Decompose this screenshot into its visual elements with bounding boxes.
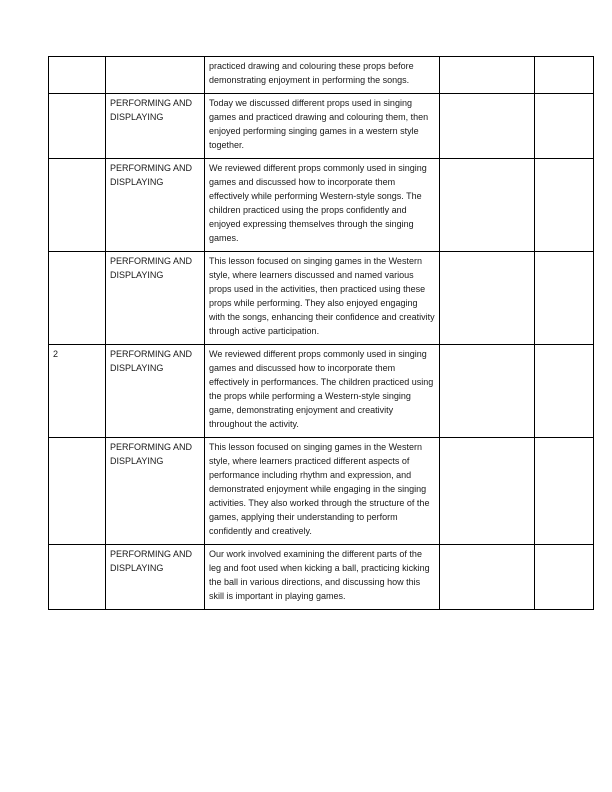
empty-cell: [535, 438, 594, 545]
empty-cell: [440, 252, 535, 345]
summary-cell: We reviewed different props commonly used in singing games and discussed how to incorporate them effectively in performances. The children practiced using the props while performing a Western-style singing game, demonstrating enjoyment and creativity throughout the activity.: [205, 345, 440, 438]
topic-cell: [106, 57, 205, 94]
summary-cell: We reviewed different props commonly used in singing games and discussed how to incorporate them effectively while performing Western-style songs. The children practiced using the props confidently and enjoyed expressing themselves through the singing games.: [205, 159, 440, 252]
table-row: [49, 345, 594, 438]
week-cell: [49, 545, 106, 610]
empty-cell: [440, 159, 535, 252]
lesson-table: [48, 56, 594, 610]
topic-cell: PERFORMING AND DISPLAYING: [106, 438, 205, 545]
week-cell: [49, 438, 106, 545]
week-cell: 2: [49, 345, 106, 438]
topic-cell: PERFORMING AND DISPLAYING: [106, 159, 205, 252]
week-cell: [49, 252, 106, 345]
empty-cell: [440, 94, 535, 159]
empty-cell: [535, 545, 594, 610]
summary-cell: Today we discussed different props used in singing games and practiced drawing and colouring them, then enjoyed performing singing games in a western style together.: [205, 94, 440, 159]
empty-cell: [535, 94, 594, 159]
table-row: [49, 159, 594, 252]
summary-cell: practiced drawing and colouring these props before demonstrating enjoyment in performing the songs.: [205, 57, 440, 94]
table-row: [49, 438, 594, 545]
table-row: [49, 252, 594, 345]
summary-cell: This lesson focused on singing games in the Western style, where learners practiced different aspects of performance including rhythm and expression, and demonstrated enjoyment while engaging in the singing activities. They also worked through the structure of the games, applying their understanding to perform confidently and creatively.: [205, 438, 440, 545]
summary-cell: Our work involved examining the different parts of the leg and foot used when kicking a ball, practicing kicking the ball in various directions, and discussing how this skill is important in playing games.: [205, 545, 440, 610]
empty-cell: [535, 57, 594, 94]
empty-cell: [440, 345, 535, 438]
summary-cell: This lesson focused on singing games in the Western style, where learners discussed and named various props used in the activities, then practiced using these props while performing. They also enjoyed engaging with the songs, enhancing their confidence and creativity through active participation.: [205, 252, 440, 345]
week-cell: [49, 57, 106, 94]
topic-cell: PERFORMING AND DISPLAYING: [106, 252, 205, 345]
empty-cell: [535, 345, 594, 438]
topic-cell: PERFORMING AND DISPLAYING: [106, 545, 205, 610]
table-row: [49, 545, 594, 610]
empty-cell: [535, 252, 594, 345]
table-row: [49, 57, 594, 94]
table-row: [49, 94, 594, 159]
empty-cell: [535, 159, 594, 252]
week-cell: [49, 94, 106, 159]
empty-cell: [440, 545, 535, 610]
topic-cell: PERFORMING AND DISPLAYING: [106, 94, 205, 159]
empty-cell: [440, 438, 535, 545]
empty-cell: [440, 57, 535, 94]
topic-cell: PERFORMING AND DISPLAYING: [106, 345, 205, 438]
week-cell: [49, 159, 106, 252]
